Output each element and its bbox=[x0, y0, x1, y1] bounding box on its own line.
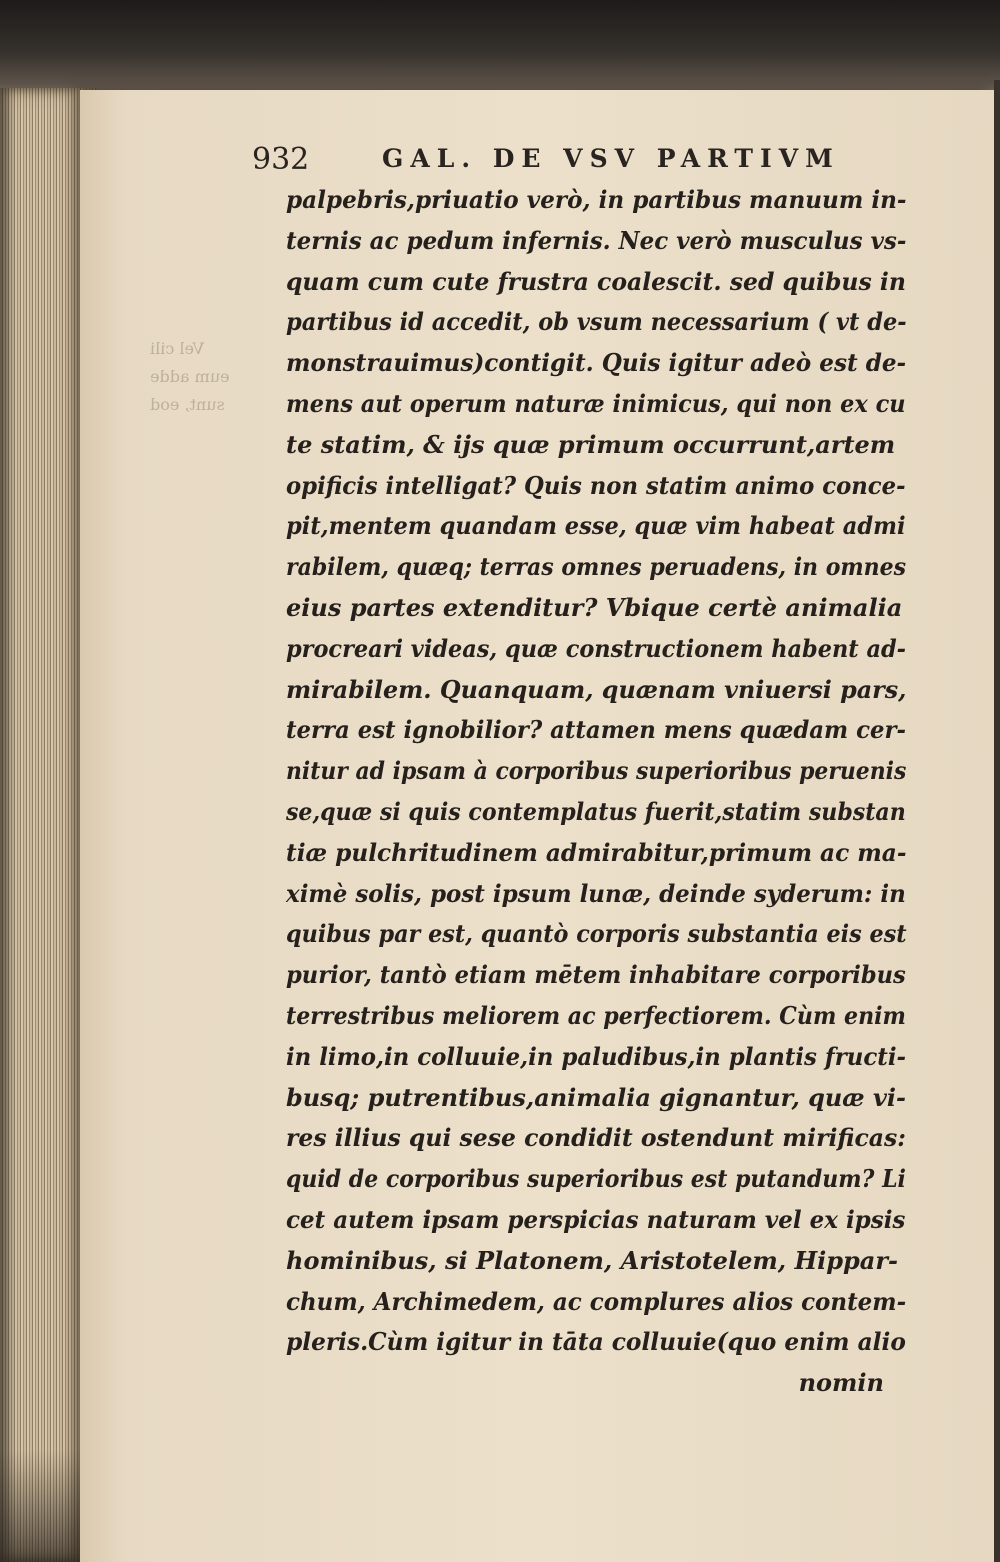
text-line: rabilem, quæq; terras omnes peruadens, in omnes bbox=[286, 552, 907, 582]
text-line: partibus id accedit, ob vsum necessarium ( vt de- bbox=[286, 307, 907, 337]
book-cover-top-edge bbox=[0, 0, 1000, 92]
catchword: nomin bbox=[798, 1368, 884, 1398]
text-line: mens aut operum naturæ inimicus, qui non ex cu bbox=[286, 388, 906, 418]
text-line: quam cum cute frustra coalescit. sed quibus in bbox=[286, 266, 906, 296]
page-number: 932 bbox=[252, 142, 310, 177]
text-line: quibus par est, quantò corporis substantia eis est bbox=[286, 919, 907, 949]
text-line: te statim, & ijs quæ primum occurrunt,artem bbox=[286, 429, 896, 459]
body-text bbox=[286, 180, 906, 1404]
text-line: quid de corporibus superioribus est putandum? Li bbox=[286, 1164, 906, 1194]
text-line: terra est ignobilior? attamen mens quædam cer- bbox=[286, 715, 906, 745]
bleed-through-line: sunt, eod bbox=[150, 395, 225, 414]
text-line: ximè solis, post ipsum lunæ, deinde syderum: in bbox=[286, 878, 906, 908]
bleed-through-text bbox=[150, 335, 265, 430]
text-line: procreari videas, quæ constructionem habent ad- bbox=[286, 633, 906, 663]
text-line: se,quæ si quis contemplatus fuerit,statim substan bbox=[286, 796, 906, 826]
text-line: res illius qui sese condidit ostendunt mirificas: bbox=[286, 1123, 906, 1153]
text-line: ternis ac pedum infernis. Nec verò musculus vs- bbox=[286, 225, 907, 255]
page-header bbox=[252, 132, 852, 176]
text-line: nitur ad ipsam à corporibus superioribus peruenis bbox=[286, 756, 907, 786]
text-line: pit,mentem quandam esse, quæ vim habeat admi bbox=[286, 511, 906, 541]
text-line: eius partes extenditur? Vbique certè animalia bbox=[286, 592, 903, 622]
text-line: palpebris,priuatio verò, in partibus manuum in- bbox=[286, 185, 907, 214]
text-line: monstrauimus)contigit. Quis igitur adeò est de- bbox=[286, 348, 907, 378]
text-line: cet autem ipsam perspicias naturam vel ex ipsis bbox=[286, 1204, 906, 1234]
text-line: pleris.Cùm igitur in tāta colluuie(quo enim alio bbox=[286, 1327, 906, 1357]
text-line: terrestribus meliorem ac perfectiorem. Cùm enim bbox=[286, 1000, 906, 1030]
bleed-through-line: eum adde bbox=[150, 367, 230, 386]
text-line: chum, Archimedem, ac complures alios contem- bbox=[286, 1286, 907, 1316]
text-line: busq; putrentibus,animalia gignantur, quæ vi- bbox=[286, 1082, 906, 1112]
text-line: opificis intelligat? Quis non statim animo conce- bbox=[286, 470, 906, 500]
bleed-through-line: Vel cili bbox=[150, 339, 205, 358]
book-cover-right-edge bbox=[994, 80, 1000, 1562]
text-line: hominibus, si Platonem, Aristotelem, Hippar- bbox=[286, 1245, 898, 1275]
text-line: tiæ pulchritudinem admirabitur,primum ac ma- bbox=[286, 837, 907, 867]
text-line: mirabilem. Quanquam, quænam vniuersi pars, bbox=[286, 674, 907, 704]
text-line: purior, tantò etiam mētem inhabitare corporibus bbox=[286, 960, 906, 990]
running-head: GAL. DE VSV PARTIVM bbox=[382, 144, 840, 173]
text-line: in limo,in colluuie,in paludibus,in plantis fructi- bbox=[286, 1041, 906, 1071]
